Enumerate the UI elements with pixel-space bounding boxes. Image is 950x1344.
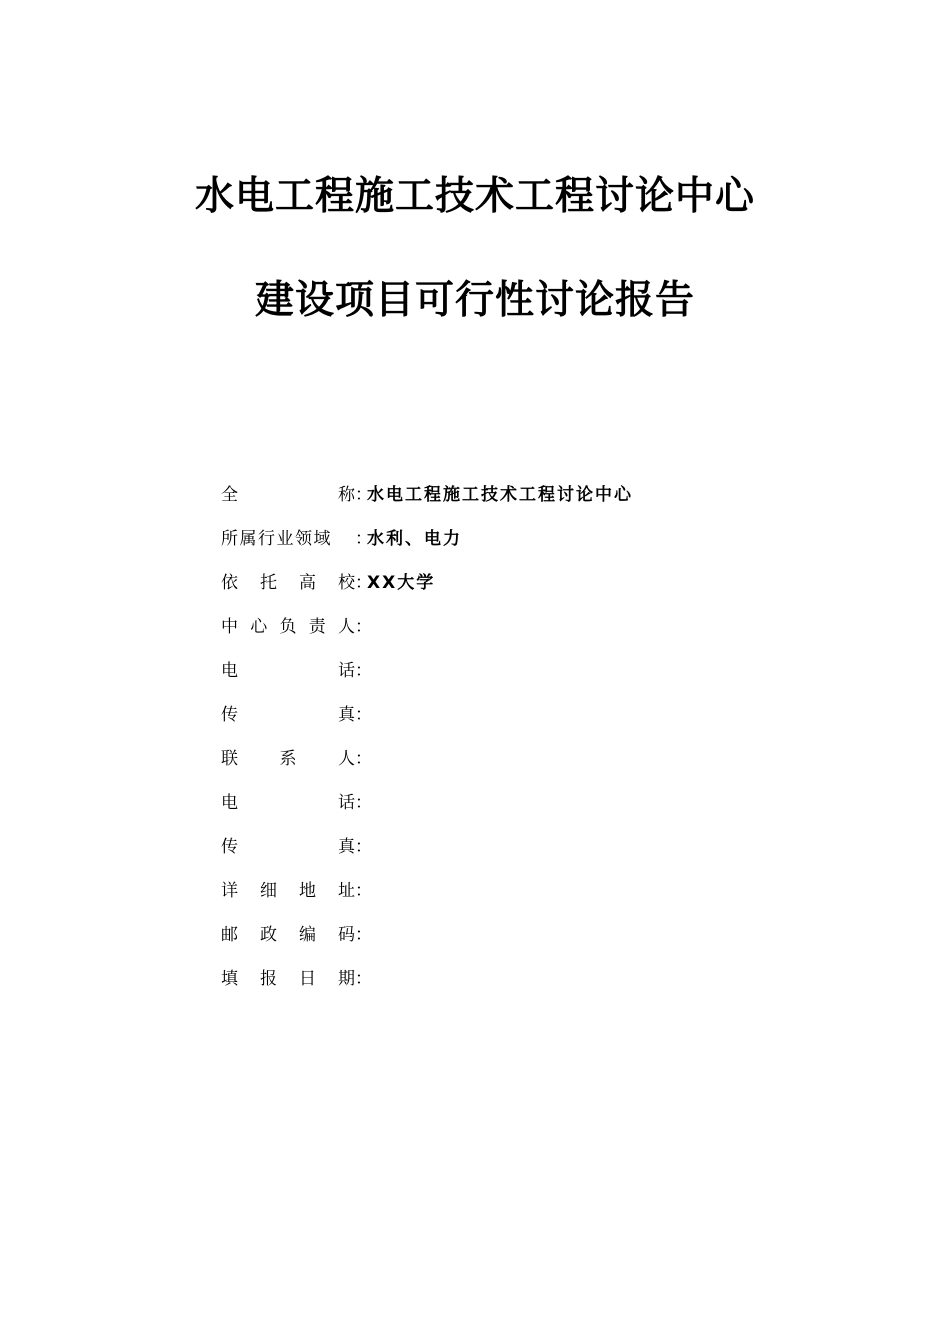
field-label: 依 托 高 校 bbox=[221, 573, 355, 593]
field-colon: ： bbox=[355, 661, 372, 681]
field-value: 水电工程施工技术工程讨论中心 bbox=[367, 485, 633, 505]
document-title-line-1: 水电工程施工技术工程讨论中心 bbox=[194, 174, 755, 219]
field-label: 全 称 bbox=[221, 485, 355, 505]
field-address bbox=[221, 874, 861, 918]
field-colon: ： bbox=[355, 573, 372, 593]
field-colon: ： bbox=[355, 881, 372, 901]
field-industry bbox=[221, 522, 861, 566]
field-fax bbox=[221, 698, 861, 742]
field-label: 所属行业领域 bbox=[221, 529, 332, 549]
field-colon: ： bbox=[355, 705, 372, 725]
field-value: 水利、电力 bbox=[367, 529, 462, 549]
field-colon: ： bbox=[355, 969, 372, 989]
field-contact-phone bbox=[221, 786, 861, 830]
field-colon: ： bbox=[355, 485, 372, 505]
field-label: 传 真 bbox=[221, 705, 355, 725]
field-label: 电 话 bbox=[221, 793, 355, 813]
info-form bbox=[221, 478, 861, 1006]
field-contact-person bbox=[221, 742, 861, 786]
field-label: 电 话 bbox=[221, 661, 355, 681]
field-colon: ： bbox=[355, 749, 372, 769]
field-contact-fax bbox=[221, 830, 861, 874]
field-director bbox=[221, 610, 861, 654]
field-label: 详 细 地 址 bbox=[221, 881, 355, 901]
field-full-name bbox=[221, 478, 861, 522]
field-colon: ： bbox=[355, 617, 372, 637]
field-colon: ： bbox=[355, 793, 372, 813]
field-colon: ： bbox=[355, 529, 372, 549]
field-colon: ： bbox=[355, 925, 372, 945]
field-label: 填 报 日 期 bbox=[221, 969, 355, 989]
field-label: 中 心 负 责 人 bbox=[221, 617, 355, 637]
field-label: 联 系 人 bbox=[221, 749, 355, 769]
field-university bbox=[221, 566, 861, 610]
document-title-line-2: 建设项目可行性讨论报告 bbox=[254, 278, 695, 323]
field-postal-code bbox=[221, 918, 861, 962]
field-label: 邮 政 编 码 bbox=[221, 925, 355, 945]
field-value: XX大学 bbox=[367, 573, 436, 593]
field-fill-date bbox=[221, 962, 861, 1006]
field-colon: ： bbox=[355, 837, 372, 857]
field-label: 传 真 bbox=[221, 837, 355, 857]
field-phone bbox=[221, 654, 861, 698]
